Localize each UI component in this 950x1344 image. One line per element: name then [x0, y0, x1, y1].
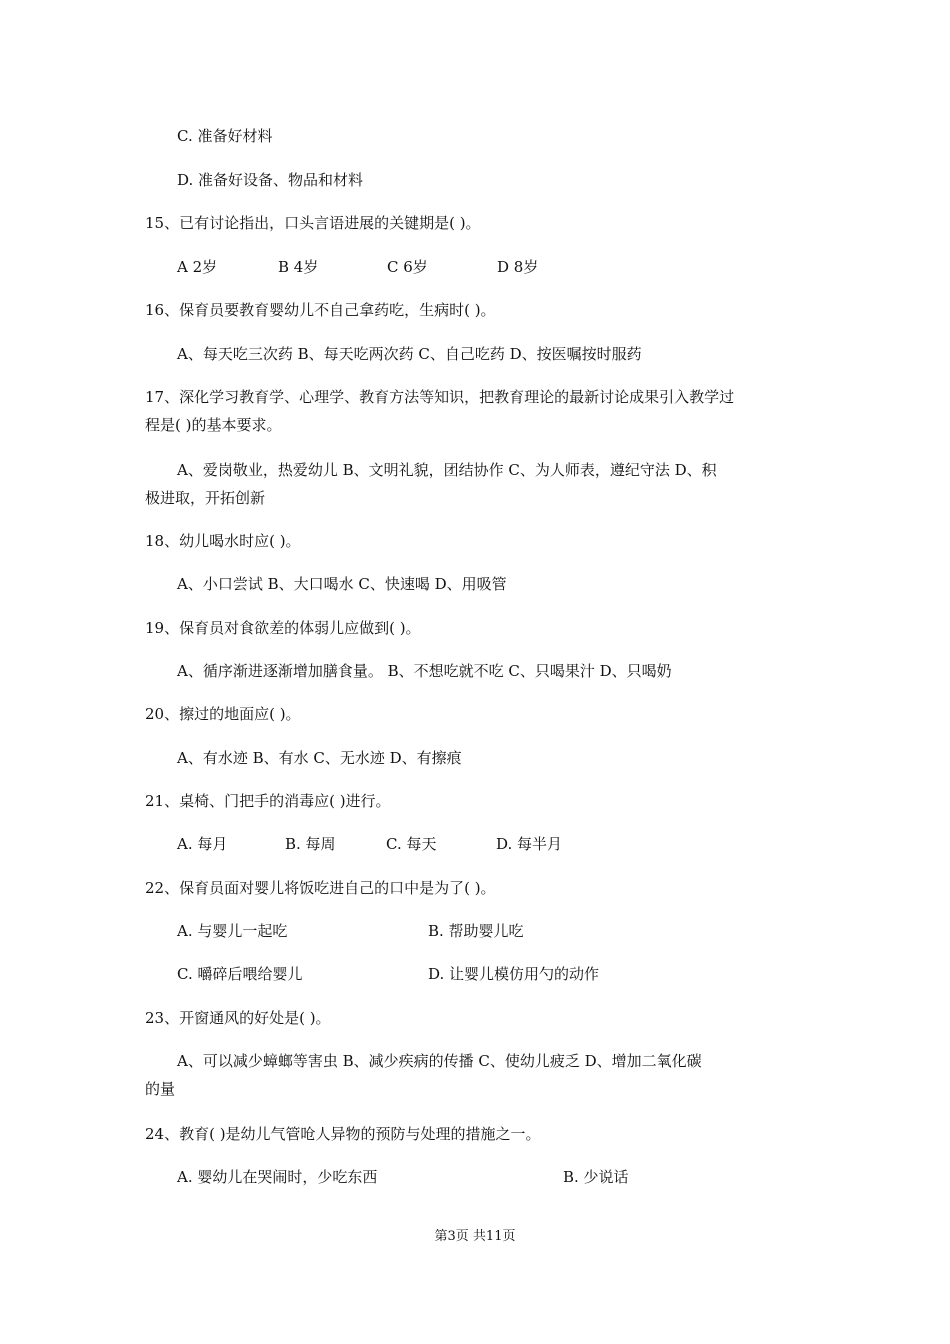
question-15: 15、已有讨论指出，口头言语进展的关键期是( )。 — [145, 214, 481, 232]
q17-options-line-2: 极进取，开拓创新 — [145, 489, 266, 507]
q22-option-b: B. 帮助婴儿吃 — [428, 922, 524, 940]
q21-option-b: B. 每周 — [285, 835, 336, 853]
q15-option-a: A 2岁 — [177, 258, 218, 276]
option-d-line: D. 准备好设备、物品和材料 — [177, 171, 364, 189]
question-18: 18、幼儿喝水时应( )。 — [145, 532, 301, 550]
option-c-line: C. 准备好材料 — [177, 127, 273, 145]
q15-option-d: D 8岁 — [497, 258, 539, 276]
question-19: 19、保育员对食欲差的体弱儿应做到( )。 — [145, 619, 421, 637]
q22-option-c: C. 嚼碎后喂给婴儿 — [177, 965, 303, 983]
question-20: 20、擦过的地面应( )。 — [145, 705, 301, 723]
q15-option-c: C 6岁 — [387, 258, 428, 276]
q22-option-d: D. 让婴儿模仿用勺的动作 — [428, 965, 600, 983]
q21-option-d: D. 每半月 — [496, 835, 563, 853]
question-24: 24、教育( )是幼儿气管呛人异物的预防与处理的措施之一。 — [145, 1125, 541, 1143]
q16-options: A、每天吃三次药 B、每天吃两次药 C、自己吃药 D、按医嘱按时服药 — [177, 345, 642, 363]
question-21: 21、桌椅、门把手的消毒应( )进行。 — [145, 792, 391, 810]
question-17-line-2: 程是( )的基本要求。 — [145, 416, 282, 434]
q19-options: A、循序渐进逐渐增加膳食量。 B、不想吃就不吃 C、只喝果汁 D、只喝奶 — [177, 662, 672, 680]
question-16: 16、保育员要教育婴幼儿不自己拿药吃，生病时( )。 — [145, 301, 496, 319]
question-23: 23、开窗通风的好处是( )。 — [145, 1009, 331, 1027]
q18-options: A、小口尝试 B、大口喝水 C、快速喝 D、用吸管 — [177, 575, 507, 593]
q23-options-line-1: A、可以减少蟑螂等害虫 B、减少疾病的传播 C、使幼儿疲乏 D、增加二氧化碳 — [177, 1052, 702, 1070]
q20-options: A、有水迹 B、有水 C、无水迹 D、有擦痕 — [177, 749, 462, 767]
q17-options-line-1: A、爱岗敬业，热爱幼儿 B、文明礼貌，团结协作 C、为人师表，遵纪守法 D、积 — [177, 461, 717, 479]
question-17-line-1: 17、深化学习教育学、心理学、教育方法等知识，把教育理论的最新讨论成果引入教学过 — [145, 388, 735, 406]
question-22: 22、保育员面对婴儿将饭吃进自己的口中是为了( )。 — [145, 879, 496, 897]
q21-option-c: C. 每天 — [386, 835, 437, 853]
q23-options-line-2: 的量 — [145, 1080, 176, 1098]
page-number-footer: 第3页 共11页 — [434, 1229, 516, 1244]
q15-option-b: B 4岁 — [278, 258, 319, 276]
q21-option-a: A. 每月 — [177, 835, 228, 853]
q24-option-b: B. 少说话 — [563, 1168, 629, 1186]
q24-option-a: A. 婴幼儿在哭闹时，少吃东西 — [177, 1168, 378, 1186]
q22-option-a: A. 与婴儿一起吃 — [177, 922, 288, 940]
